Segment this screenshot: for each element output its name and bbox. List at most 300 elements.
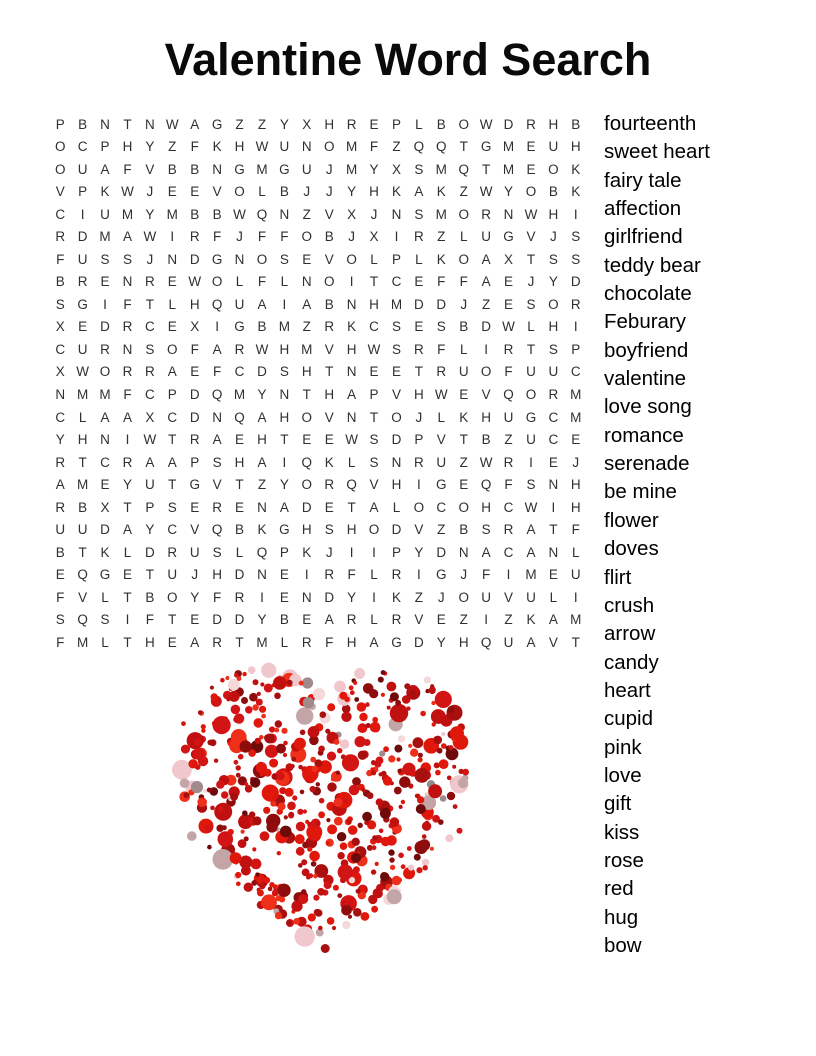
grid-cell: W xyxy=(121,184,134,200)
grid-cell: U xyxy=(436,454,447,470)
grid-cell: G xyxy=(279,161,290,177)
heart-dot xyxy=(286,763,294,771)
heart-dot xyxy=(305,820,309,824)
grid-cell: N xyxy=(346,409,357,425)
grid-cell: C xyxy=(548,432,559,448)
heart-dot xyxy=(404,683,410,689)
grid-cell: O xyxy=(323,139,335,155)
heart-dot xyxy=(367,792,374,799)
grid-cell: S xyxy=(548,251,558,267)
grid-cell: D xyxy=(234,567,245,583)
heart-dot xyxy=(398,735,405,742)
grid-cell: S xyxy=(100,612,110,628)
grid-cell: P xyxy=(78,184,88,200)
grid-cell: R xyxy=(436,364,447,380)
heart-dot xyxy=(254,718,264,728)
grid-cell: V xyxy=(55,184,65,200)
heart-dot xyxy=(450,726,464,740)
grid-cell: T xyxy=(78,544,87,560)
grid-cell: I xyxy=(349,544,354,560)
grid-cell: N xyxy=(279,206,290,222)
grid-cell: N xyxy=(55,387,66,402)
heart-dot xyxy=(294,738,306,750)
grid-cell: F xyxy=(123,296,132,312)
heart-dot xyxy=(375,862,379,866)
heart-dot xyxy=(365,702,370,707)
grid-cell: K xyxy=(571,161,581,177)
heart-dot xyxy=(343,798,349,804)
word-list-item: gift xyxy=(604,792,632,816)
grid-cell: K xyxy=(324,454,334,470)
grid-cell: L xyxy=(370,567,378,583)
grid-cell: H xyxy=(481,499,491,515)
grid-cell: V xyxy=(414,522,424,538)
heart-dot xyxy=(287,680,293,686)
heart-dot xyxy=(353,908,362,917)
grid-cell: P xyxy=(391,544,401,560)
grid-cell: I xyxy=(304,567,309,583)
grid-cell: B xyxy=(279,612,289,628)
grid-cell: N xyxy=(122,274,133,290)
grid-cell: L xyxy=(459,229,468,245)
grid-cell: E xyxy=(122,567,132,583)
heart-dot xyxy=(420,711,426,717)
grid-cell: T xyxy=(325,364,334,380)
heart-dot xyxy=(214,803,232,821)
heart-dot xyxy=(429,687,436,694)
heart-dot xyxy=(300,730,306,736)
grid-cell: R xyxy=(526,116,536,132)
grid-cell: M xyxy=(570,387,582,402)
heart-dot xyxy=(348,915,352,919)
grid-cell: T xyxy=(123,589,132,605)
grid-cell: L xyxy=(123,544,132,560)
grid-cell: F xyxy=(190,139,199,155)
grid-cell: D xyxy=(391,432,402,448)
grid-cell: Z xyxy=(414,589,423,605)
grid-cell: B xyxy=(324,296,334,312)
heart-dot xyxy=(376,798,384,806)
grid-cell: H xyxy=(301,522,312,538)
grid-cell: J xyxy=(303,184,311,200)
grid-cell: H xyxy=(279,409,290,425)
heart-dot xyxy=(181,721,186,726)
heart-dot xyxy=(387,682,397,692)
grid-cell: Z xyxy=(302,206,311,222)
grid-cell: L xyxy=(370,251,378,267)
heart-dot xyxy=(371,906,378,913)
grid-cell: D xyxy=(413,634,424,650)
grid-cell: S xyxy=(55,296,65,312)
heart-dot xyxy=(324,881,332,889)
grid-cell: H xyxy=(234,454,245,470)
grid-cell: J xyxy=(325,544,333,560)
heart-dot xyxy=(353,866,360,873)
grid-cell: J xyxy=(572,454,580,470)
heart-dot xyxy=(359,713,367,721)
grid-cell: Q xyxy=(413,139,425,155)
heart-dot xyxy=(387,706,391,710)
grid-cell: E xyxy=(459,477,469,493)
grid-cell: N xyxy=(301,589,312,605)
grid-cell: R xyxy=(324,567,335,583)
grid-cell: U xyxy=(503,409,514,425)
grid-cell: F xyxy=(347,567,356,583)
heart-dot xyxy=(415,841,428,854)
grid-cell: N xyxy=(100,432,110,448)
grid-cell: V xyxy=(324,206,334,222)
grid-cell: A xyxy=(212,432,222,448)
grid-cell: U xyxy=(144,477,155,493)
grid-cell: W xyxy=(143,432,157,448)
grid-cell: T xyxy=(571,634,580,650)
grid-cell: I xyxy=(529,454,533,470)
heart-dot xyxy=(197,797,207,807)
heart-dot xyxy=(431,709,446,724)
heart-dot xyxy=(318,746,325,753)
grid-cell: E xyxy=(167,634,177,650)
heart-dot xyxy=(181,745,190,754)
grid-cell: A xyxy=(481,544,491,560)
grid-cell: A xyxy=(212,341,222,357)
heart-dot xyxy=(422,859,429,866)
grid-cell: I xyxy=(506,567,511,583)
grid-cell: N xyxy=(548,544,559,560)
heart-dot xyxy=(371,760,376,765)
grid-cell: M xyxy=(301,341,313,357)
grid-cell: Y xyxy=(257,387,267,402)
grid-cell: D xyxy=(301,499,312,515)
grid-cell: P xyxy=(100,139,110,155)
grid-cell: R xyxy=(77,274,88,290)
grid-cell: E xyxy=(302,251,312,267)
heart-dot xyxy=(428,784,442,798)
grid-cell: B xyxy=(235,522,245,538)
word-list-item: chocolate xyxy=(604,282,692,306)
heart-dot xyxy=(452,765,456,769)
grid-cell: J xyxy=(549,229,557,245)
grid-cell: A xyxy=(369,499,379,515)
grid-cell: C xyxy=(548,409,559,425)
grid-cell: Q xyxy=(77,612,88,628)
grid-cell: T xyxy=(145,567,154,583)
heart-dot xyxy=(230,793,238,801)
heart-dot xyxy=(301,889,306,894)
heart-dot xyxy=(372,717,378,723)
grid-cell: Y xyxy=(190,589,200,605)
heart-dot xyxy=(354,668,365,679)
grid-cell: G xyxy=(436,567,447,583)
grid-cell: O xyxy=(167,341,178,357)
grid-cell: L xyxy=(101,589,109,605)
grid-cell: S xyxy=(100,251,110,267)
grid-cell: E xyxy=(548,567,558,583)
grid-cell: H xyxy=(346,341,357,357)
grid-cell: C xyxy=(167,522,178,538)
grid-cell: R xyxy=(413,229,424,245)
grid-cell: V xyxy=(526,229,536,245)
grid-cell: F xyxy=(325,634,334,650)
grid-cell: M xyxy=(121,206,134,222)
heart-dot xyxy=(313,895,319,901)
grid-cell: J xyxy=(370,206,378,222)
heart-dot xyxy=(348,825,358,835)
heart-dot xyxy=(221,791,228,798)
word-list-item: love xyxy=(604,763,642,787)
grid-cell: I xyxy=(573,319,578,335)
grid-cell: Q xyxy=(211,296,223,312)
grid-cell: A xyxy=(122,522,132,538)
grid-cell: K xyxy=(571,184,581,200)
heart-dot xyxy=(296,707,313,724)
grid-cell: R xyxy=(55,454,66,470)
heart-dot xyxy=(457,828,463,834)
grid-cell: D xyxy=(189,387,200,402)
grid-cell: Q xyxy=(436,139,447,155)
grid-cell: F xyxy=(504,477,513,493)
heart-dot xyxy=(278,802,286,810)
grid-cell: R xyxy=(189,229,200,245)
grid-cell: D xyxy=(100,522,110,538)
heart-dot xyxy=(207,845,212,850)
grid-cell: G xyxy=(211,116,223,132)
grid-cell: T xyxy=(369,274,379,290)
grid-cell: U xyxy=(503,634,514,650)
grid-cell: E xyxy=(235,499,245,515)
grid-cell: L xyxy=(415,116,423,132)
grid-cell: M xyxy=(233,387,246,402)
grid-cell: Z xyxy=(504,612,513,628)
grid-cell: O xyxy=(256,251,268,267)
grid-cell: S xyxy=(526,296,536,312)
heart-dot xyxy=(422,822,431,831)
grid-cell: Q xyxy=(480,634,492,650)
grid-cell: S xyxy=(548,341,558,357)
grid-cell: B xyxy=(459,319,469,335)
heart-dot xyxy=(395,700,401,706)
word-list-item: rose xyxy=(604,848,644,872)
grid-cell: U xyxy=(526,589,536,605)
heart-dot xyxy=(401,800,405,804)
heart-dot xyxy=(249,693,258,702)
grid-cell: Z xyxy=(437,522,446,538)
grid-cell: V xyxy=(504,589,514,605)
grid-cell: E xyxy=(526,161,536,177)
grid-cell: B xyxy=(145,589,155,605)
grid-cell: H xyxy=(301,364,312,380)
heart-dot xyxy=(249,811,255,817)
heart-dot xyxy=(344,901,349,906)
word-list-item: fairy tale xyxy=(604,168,682,192)
grid-cell: X xyxy=(145,409,155,425)
heart-dot xyxy=(388,849,394,855)
grid-cell: J xyxy=(146,184,154,200)
heart-dot xyxy=(297,809,303,815)
word-list-item: Feburary xyxy=(604,310,687,334)
heart-dot xyxy=(337,748,342,753)
grid-cell: W xyxy=(165,116,179,132)
grid-cell: M xyxy=(99,229,111,245)
heart-dot xyxy=(340,739,350,749)
heart-dot xyxy=(394,787,402,795)
grid-cell: W xyxy=(188,274,202,290)
grid-cell: U xyxy=(279,139,290,155)
heart-dot xyxy=(261,663,276,678)
heart-dot xyxy=(188,759,197,768)
heart-dot xyxy=(180,778,190,788)
grid-cell: Z xyxy=(481,296,491,312)
grid-cell: T xyxy=(168,612,177,628)
grid-cell: R xyxy=(548,387,559,402)
grid-cell: M xyxy=(99,387,111,402)
grid-cell: E xyxy=(324,499,334,515)
heart-dot xyxy=(236,773,241,778)
heart-dot xyxy=(352,838,360,846)
grid-cell: A xyxy=(167,364,177,380)
grid-cell: I xyxy=(573,589,578,605)
grid-cell: R xyxy=(413,341,424,357)
heart-dot xyxy=(269,882,274,887)
heart-dot xyxy=(269,726,275,732)
grid-cell: C xyxy=(570,364,581,380)
grid-cell: U xyxy=(548,364,559,380)
heart-dot xyxy=(331,777,336,782)
grid-cell: D xyxy=(436,296,447,312)
heart-dot xyxy=(225,676,229,680)
heart-dot xyxy=(358,823,363,828)
heart-dot xyxy=(308,913,316,921)
grid-cell: S xyxy=(167,499,177,515)
grid-cell: Y xyxy=(55,432,65,448)
heart-dot xyxy=(242,810,248,816)
grid-cell: K xyxy=(526,612,536,628)
grid-cell: N xyxy=(391,454,402,470)
grid-cell: H xyxy=(257,432,267,448)
grid-cell: O xyxy=(458,499,469,515)
heart-dot xyxy=(283,753,287,757)
grid-cell: U xyxy=(100,206,110,222)
grid-cell: J xyxy=(415,409,423,425)
heart-dot xyxy=(364,739,371,746)
grid-cell: A xyxy=(257,454,267,470)
grid-cell: M xyxy=(502,161,515,177)
grid-cell: Z xyxy=(504,432,513,448)
grid-cell: G xyxy=(99,567,111,583)
heart-dot xyxy=(376,757,384,765)
heart-dot xyxy=(406,706,410,710)
grid-cell: Q xyxy=(346,477,357,493)
grid-cell: Q xyxy=(256,544,268,560)
grid-cell: X xyxy=(55,364,65,380)
grid-cell: X xyxy=(504,251,514,267)
grid-cell: R xyxy=(167,544,178,560)
grid-cell: L xyxy=(235,544,244,560)
heart-dot xyxy=(234,760,239,765)
heart-dot xyxy=(416,867,422,873)
grid-cell: J xyxy=(325,184,333,200)
grid-cell: C xyxy=(369,319,379,335)
heart-dot xyxy=(381,837,390,846)
heart-dot xyxy=(440,795,447,802)
grid-cell: I xyxy=(394,229,399,245)
grid-cell: N xyxy=(301,274,312,290)
heart-dot xyxy=(242,672,246,676)
grid-cell: S xyxy=(571,229,581,245)
grid-cell: B xyxy=(55,274,65,290)
grid-cell: E xyxy=(235,432,245,448)
grid-cell: M xyxy=(570,409,582,425)
grid-cell: E xyxy=(190,184,200,200)
grid-cell: R xyxy=(503,522,514,538)
grid-cell: B xyxy=(78,116,88,132)
heart-dot xyxy=(392,876,402,886)
heart-dot xyxy=(414,854,421,861)
grid-cell: F xyxy=(123,161,132,177)
grid-cell: R xyxy=(122,319,133,335)
grid-cell: M xyxy=(76,477,89,493)
grid-cell: F xyxy=(280,229,289,245)
grid-cell: O xyxy=(458,589,469,605)
grid-cell: F xyxy=(504,364,513,380)
grid-cell: Z xyxy=(235,116,244,132)
grid-cell: F xyxy=(481,567,491,583)
heart-dot xyxy=(241,866,251,876)
heart-dot xyxy=(318,811,325,818)
heart-dot xyxy=(218,831,234,847)
heart-dot xyxy=(349,685,354,690)
heart-dot xyxy=(390,817,400,827)
heart-dot xyxy=(336,771,340,775)
grid-cell: H xyxy=(189,296,200,312)
grid-cell: T xyxy=(235,477,244,493)
grid-cell: F xyxy=(257,229,267,245)
heart-dots-image xyxy=(168,660,478,970)
word-list-item: bow xyxy=(604,933,642,957)
grid-cell: F xyxy=(257,274,267,290)
heart-dot xyxy=(415,794,419,798)
heart-dot xyxy=(362,812,372,822)
grid-cell: Q xyxy=(234,409,245,425)
grid-cell: T xyxy=(459,139,468,155)
heart-dot xyxy=(319,798,325,804)
heart-dot xyxy=(418,753,423,758)
grid-cell: K xyxy=(212,139,222,155)
grid-cell: Y xyxy=(145,206,155,222)
grid-cell: X xyxy=(100,499,110,515)
heart-dot xyxy=(353,681,357,685)
heart-dot xyxy=(438,819,444,825)
heart-dot xyxy=(262,785,279,802)
grid-cell: O xyxy=(548,296,559,312)
heart-dot xyxy=(296,822,305,831)
grid-cell: G xyxy=(391,634,402,650)
grid-cell: N xyxy=(279,387,290,402)
word-list-item: affection xyxy=(604,197,682,221)
grid-cell: Z xyxy=(437,229,446,245)
grid-cell: S xyxy=(481,522,491,538)
grid-cell: S xyxy=(212,454,222,470)
grid-cell: V xyxy=(369,477,379,493)
grid-cell: H xyxy=(548,319,559,335)
heart-dot xyxy=(240,741,252,753)
grid-cell: H xyxy=(346,522,357,538)
heart-dot xyxy=(453,804,458,809)
grid-cell: I xyxy=(416,567,421,583)
word-list-item: romance xyxy=(604,423,684,447)
grid-cell: G xyxy=(279,522,290,538)
grid-cell: F xyxy=(145,612,154,628)
grid-cell: T xyxy=(347,499,356,515)
